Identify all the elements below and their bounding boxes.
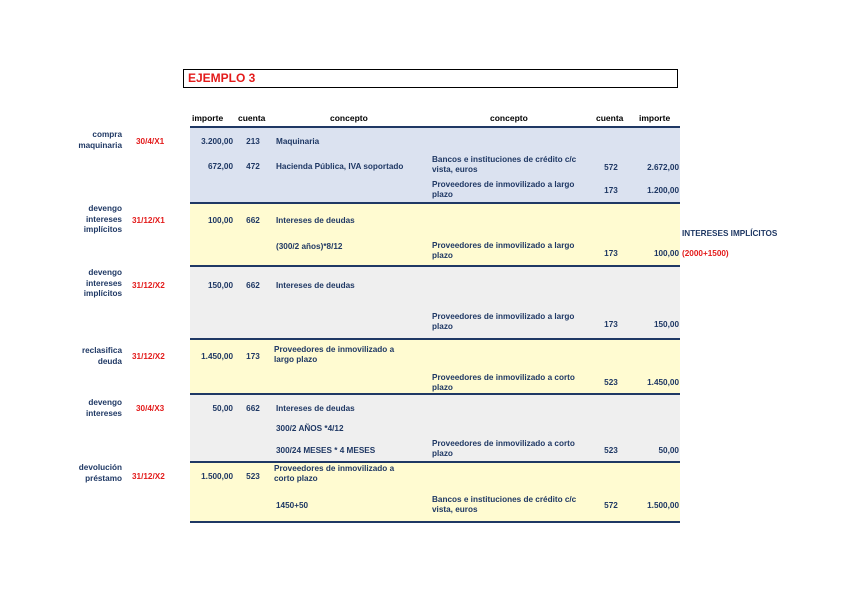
debit-concepto: Intereses de deudas — [276, 404, 355, 413]
credit-importe: 1.500,00 — [647, 501, 679, 510]
credit-concepto: Proveedores de inmovilizado a largo plazo — [432, 180, 575, 199]
entry-label: devolución préstamo — [78, 463, 122, 483]
calc-note: 300/24 MESES * 4 MESES — [276, 446, 376, 455]
debit-cuenta: 523 — [246, 472, 260, 481]
entry-label: devengo intereses — [86, 398, 122, 418]
debit-importe: 3.200,00 — [201, 137, 233, 146]
debit-concepto: Proveedores de inmovilizado a corto plazo — [274, 464, 395, 483]
divider — [190, 521, 680, 523]
credit-cuenta: 523 — [604, 378, 618, 387]
debit-cuenta: 213 — [246, 137, 260, 146]
entry-date: 31/12/X1 — [132, 216, 165, 225]
credit-cuenta: 572 — [604, 163, 618, 172]
debit-cuenta: 472 — [246, 162, 260, 171]
credit-importe: 1.450,00 — [647, 378, 679, 387]
credit-importe: 1.200,00 — [647, 186, 679, 195]
divider — [190, 393, 680, 395]
credit-cuenta: 173 — [604, 186, 618, 195]
credit-importe: 150,00 — [653, 320, 679, 329]
credit-cuenta: 572 — [604, 501, 618, 510]
credit-concepto: Bancos e instituciones de crédito c/c vista, euros — [432, 495, 577, 514]
credit-cuenta: 173 — [604, 249, 618, 258]
entry-label: compra maquinaria — [78, 130, 122, 150]
debit-concepto: Intereses de deudas — [276, 216, 355, 225]
divider — [190, 265, 680, 267]
debit-concepto: Proveedores de inmovilizado a largo plazo — [274, 345, 395, 364]
debit-importe: 150,00 — [207, 281, 233, 290]
debit-importe: 1.450,00 — [201, 352, 233, 361]
credit-concepto: Proveedores de inmovilizado a largo plazo — [432, 312, 575, 331]
credit-concepto: Proveedores de inmovilizado a largo plazo — [432, 241, 575, 260]
debit-importe: 1.500,00 — [201, 472, 233, 481]
entry-date: 31/12/X2 — [132, 472, 165, 481]
debit-cuenta: 662 — [246, 216, 260, 225]
debit-concepto: Maquinaria — [276, 137, 320, 146]
entry-date: 31/12/X2 — [132, 352, 165, 361]
credit-cuenta: 523 — [604, 446, 618, 455]
debit-concepto: Intereses de deudas — [276, 281, 355, 290]
divider — [190, 338, 680, 340]
entry-label: devengo intereses implícitos — [83, 204, 122, 234]
debit-importe: 100,00 — [207, 216, 233, 225]
divider — [190, 202, 680, 204]
credit-concepto: Bancos e instituciones de crédito c/c vista, euros — [432, 155, 577, 174]
debit-importe: 672,00 — [207, 162, 233, 171]
header-concepto-right: concepto — [490, 113, 528, 123]
credit-importe: 100,00 — [653, 249, 679, 258]
debit-cuenta: 173 — [246, 352, 260, 361]
header-cuenta-left: cuenta — [238, 113, 266, 123]
divider — [190, 461, 680, 463]
calc-note: 300/2 AÑOS *4/12 — [276, 424, 344, 433]
side-note-title: INTERESES IMPLÍCITOS — [682, 229, 778, 238]
header-concepto-left: concepto — [330, 113, 368, 123]
entry-date: 31/12/X2 — [132, 281, 165, 290]
example-title: EJEMPLO 3 — [183, 69, 678, 88]
entry-label: reclasifica deuda — [81, 346, 122, 366]
calc-note: 1450+50 — [276, 501, 309, 510]
header-cuenta-right: cuenta — [596, 113, 624, 123]
header-importe-left: importe — [192, 113, 224, 123]
credit-concepto: Proveedores de inmovilizado a corto plazo — [432, 439, 575, 458]
credit-importe: 50,00 — [658, 446, 679, 455]
debit-cuenta: 662 — [246, 404, 260, 413]
entry-date: 30/4/X1 — [136, 137, 165, 146]
credit-cuenta: 173 — [604, 320, 618, 329]
debit-cuenta: 662 — [246, 281, 260, 290]
credit-concepto: Proveedores de inmovilizado a corto plazo — [432, 373, 575, 392]
calc-note: (300/2 años)*8/12 — [276, 242, 343, 251]
credit-importe: 2.672,00 — [647, 163, 679, 172]
header-importe-right: importe — [639, 113, 671, 123]
entry-date: 30/4/X3 — [136, 404, 165, 413]
entry-label: devengo intereses implícitos — [83, 268, 122, 298]
side-note-formula: (2000+1500) — [682, 249, 729, 258]
debit-importe: 50,00 — [212, 404, 233, 413]
debit-concepto: Hacienda Pública, IVA soportado — [276, 162, 404, 171]
divider — [190, 126, 680, 128]
